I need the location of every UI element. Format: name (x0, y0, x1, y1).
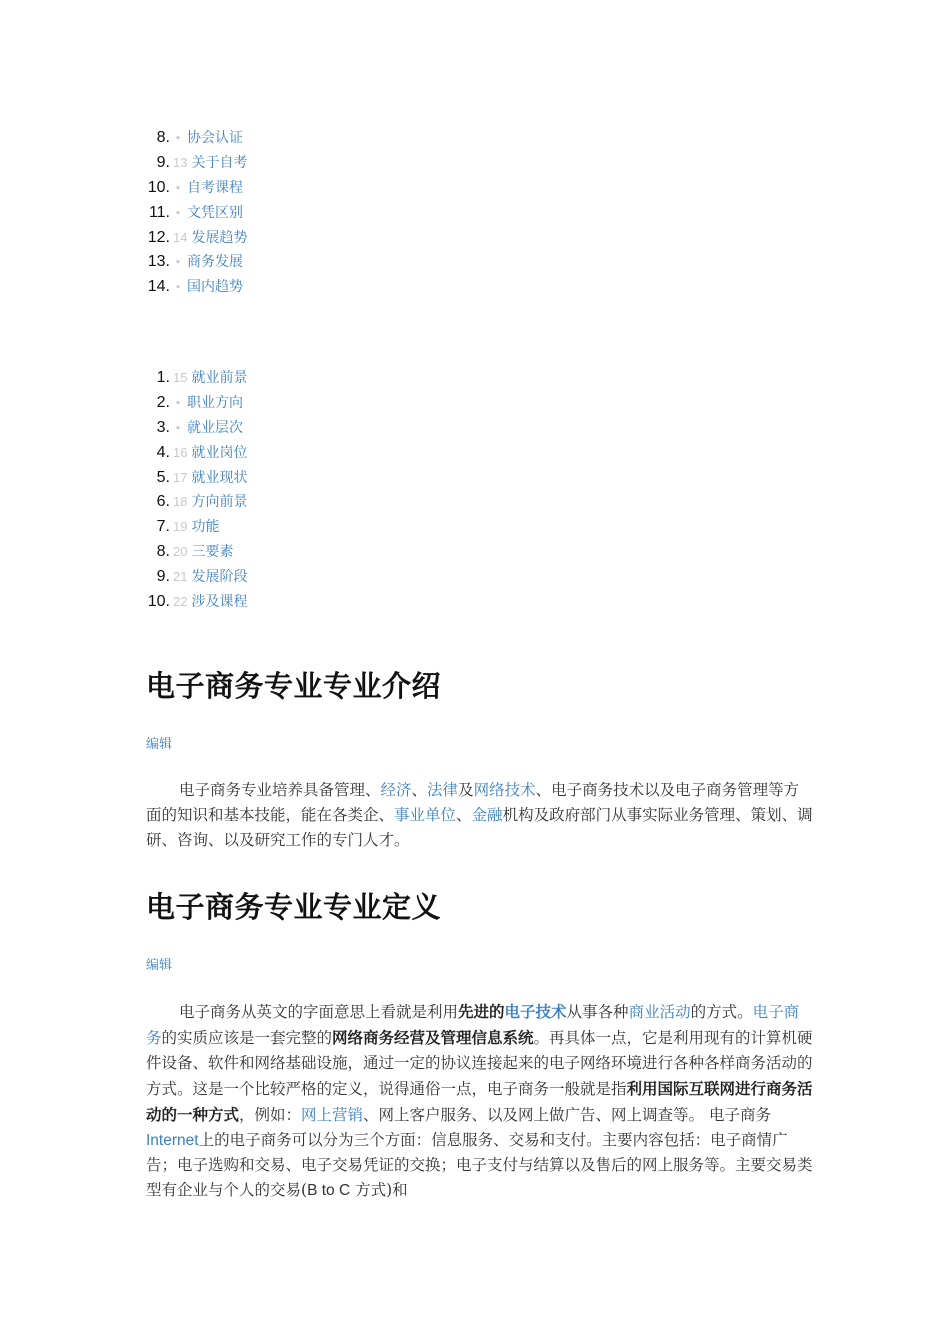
link-network-technology[interactable]: 网络技术 (473, 781, 536, 799)
toc-item[interactable] (146, 514, 247, 539)
toc-item-link[interactable]: 方向前景 (191, 494, 248, 511)
bullet-icon: • (174, 421, 182, 435)
toc-item[interactable] (146, 200, 247, 225)
section-title-definition: 电子商务专业专业定义 (146, 890, 442, 924)
bullet-icon: • (174, 132, 182, 145)
bullet-icon: • (174, 206, 182, 220)
bold-text: 先进的 (458, 1002, 505, 1021)
bullet-icon: • (174, 396, 182, 410)
link-e-commerce[interactable]: 电子商务 (146, 1003, 800, 1047)
toc-section-index: 19 (173, 519, 188, 535)
bullet-icon: • (174, 181, 182, 195)
toc-item[interactable] (146, 249, 247, 274)
toc-item-number: 6. (156, 493, 170, 511)
toc-item-link[interactable]: 协会认证 (187, 130, 243, 146)
toc-item-number: 8. (156, 129, 170, 146)
toc-section-index: 13 (173, 154, 188, 170)
toc-item-number: 13. (147, 253, 170, 271)
text-run: 从事各种 (566, 1003, 629, 1021)
toc-item[interactable] (146, 539, 247, 564)
toc-item-link[interactable]: 三要素 (191, 544, 234, 561)
text-run: 方式)和 (350, 1181, 408, 1199)
text-run: 的实质应该是一套完整的 (161, 1029, 333, 1047)
bullet-icon: • (174, 256, 182, 270)
toc-item[interactable] (146, 150, 247, 175)
toc-item-link[interactable]: 商务发展 (187, 254, 243, 271)
toc-item-number: 12. (147, 228, 170, 246)
toc-item-number: 9. (156, 153, 170, 171)
link-law[interactable]: 法律 (427, 781, 459, 799)
toc-item-number: 4. (156, 443, 170, 461)
bold-text: 网络商务经营及管理信息系统 (332, 1028, 534, 1047)
toc-item[interactable] (146, 589, 247, 614)
toc-list-continued (146, 125, 247, 299)
text-run: 电子商务专业培养具备管理、 (179, 781, 381, 799)
toc-item-number: 3. (156, 418, 170, 436)
toc-section-index: 22 (173, 594, 188, 610)
text-run: 、网上客户服务、以及网上做广告、网上调查等。 电子商务 (363, 1106, 771, 1124)
toc-section-index: 15 (173, 370, 188, 385)
text-run: 机构及政府部门从事实际业务管理、策划、调研、咨询、以及研究工作的专门人才。 (146, 806, 813, 849)
paragraph-definition (146, 999, 814, 1203)
toc-item-link[interactable]: 职业方向 (187, 394, 243, 411)
toc-item-number: 10. (147, 178, 170, 196)
link-online-marketing[interactable]: 网上营销 (301, 1106, 364, 1124)
edit-link-definition[interactable]: 编辑 (146, 958, 173, 973)
toc-item-number: 10. (147, 593, 170, 611)
toc-item-number: 5. (156, 468, 170, 486)
link-finance[interactable]: 金融 (471, 806, 503, 824)
toc-item-number: 11. (148, 203, 170, 221)
toc-item-link[interactable]: 发展趋势 (191, 229, 248, 246)
toc-item-link[interactable]: 功能 (191, 519, 220, 536)
bold-text: 利用国际互联网进行商务活动的一种方式 (146, 1079, 813, 1124)
text-run: 、电子商务技术以及电子商务管理等方面的知识和基本技能，能在各类企、 (146, 781, 800, 824)
text-run: ，例如： (239, 1106, 302, 1124)
toc-item-link[interactable]: 国内趋势 (187, 279, 243, 296)
toc-item-link[interactable]: 自考课程 (187, 179, 243, 196)
toc-item-number: 8. (156, 543, 170, 561)
text-run: B to C (307, 1182, 351, 1199)
toc-item[interactable] (146, 390, 247, 415)
toc-item[interactable] (146, 465, 247, 490)
toc-item-link[interactable]: 就业层次 (187, 419, 243, 436)
toc-item[interactable] (146, 564, 247, 589)
link-public-institution[interactable]: 事业单位 (394, 806, 457, 824)
toc-item-number: 2. (156, 393, 170, 411)
toc-item-link[interactable]: 就业岗位 (191, 444, 248, 461)
text-run: 及 (458, 781, 474, 799)
text-run: 、 (411, 781, 428, 799)
text-run: 电子商务从英文的字面意思上看就是利用 (179, 1003, 459, 1021)
toc-item[interactable] (146, 365, 247, 390)
toc-item-link[interactable]: 发展阶段 (191, 569, 248, 586)
link-electronic-technology[interactable]: 电子技术 (504, 1002, 567, 1021)
text-run: 上的电子商务可以分为三个方面：信息服务、交易和支付。主要内容包括：电子商情广告；电子选购和交易、电子交易凭证的交换；电子支付与结算以及售后的网上服务等。主要交易类型有企业与个人的交易( (146, 1131, 813, 1199)
toc-section-index: 16 (173, 444, 188, 460)
toc-item-number: 9. (156, 568, 170, 586)
toc-item-number: 1. (156, 369, 170, 386)
text-run: 。再具体一点，它是利用现有的计算机硬件设备、软件和网络基础设施，通过一定的协议连接起来的电子网络环境进行各种各样商务活动的方式。这是一个比较严格的定义，说得通俗一点，电子商务一般就是指 (146, 1029, 813, 1098)
toc-item-link[interactable]: 文凭区别 (187, 204, 243, 221)
toc-item-number: 14. (147, 278, 170, 296)
toc-item[interactable] (146, 225, 247, 250)
link-internet[interactable]: Internet (146, 1132, 199, 1149)
toc-item[interactable] (146, 125, 247, 150)
text-run: 、 (456, 806, 472, 824)
toc-item-link[interactable]: 涉及课程 (191, 594, 248, 611)
toc-item-link[interactable]: 关于自考 (191, 154, 248, 171)
toc-item[interactable] (146, 415, 247, 440)
toc-item-link[interactable]: 就业现状 (191, 469, 248, 486)
paragraph-introduction (146, 778, 814, 853)
bullet-icon: • (174, 281, 182, 295)
toc-section-index: 21 (173, 569, 188, 585)
section-title-introduction: 电子商务专业专业介绍 (146, 669, 442, 703)
toc-item[interactable] (146, 175, 247, 200)
toc-list-employment (146, 365, 247, 614)
toc-section-index: 17 (173, 469, 188, 485)
edit-link-introduction[interactable]: 编辑 (146, 737, 173, 752)
toc-item[interactable] (146, 440, 247, 465)
link-economy[interactable]: 经济 (380, 781, 412, 799)
toc-section-index: 14 (173, 229, 188, 245)
toc-item[interactable] (146, 489, 247, 514)
toc-section-index: 18 (173, 494, 188, 510)
link-commercial-activity[interactable]: 商业活动 (628, 1003, 691, 1021)
toc-item[interactable] (146, 274, 247, 299)
toc-item-number: 7. (156, 518, 170, 536)
text-run: 的方式。 (690, 1003, 753, 1021)
toc-item-link[interactable]: 就业前景 (191, 370, 248, 386)
toc-section-index: 20 (173, 544, 188, 560)
